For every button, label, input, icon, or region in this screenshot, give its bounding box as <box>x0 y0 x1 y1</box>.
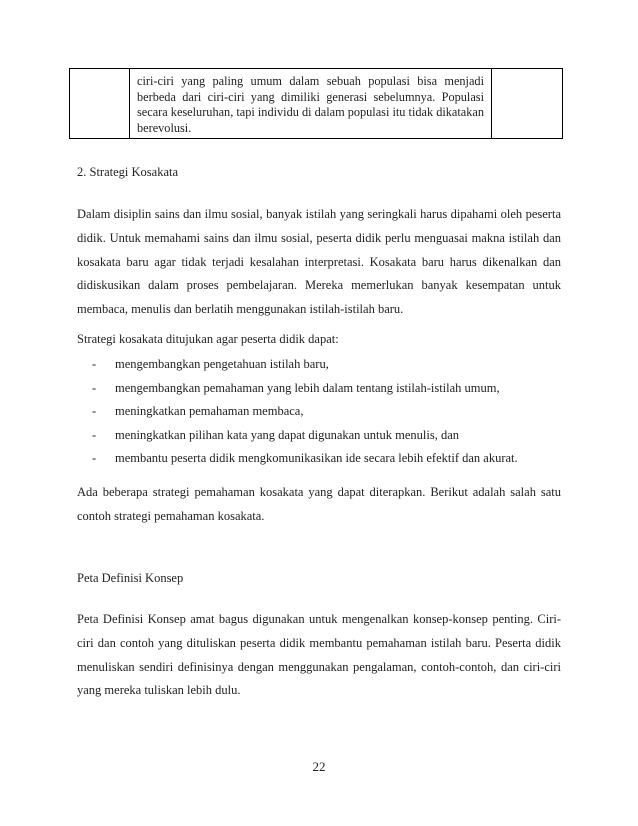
bullet-dash: - <box>92 404 97 419</box>
list-item-text: membantu peserta didik mengkomunikasikan ide secara lebih efektif dan akurat. <box>115 451 518 466</box>
list-item <box>92 447 518 471</box>
list-item-text: meningkatkan pilihan kata yang dapat digunakan untuk menulis, dan <box>115 427 460 442</box>
list-item <box>92 353 518 377</box>
continued-table <box>69 68 563 139</box>
table-cell-text: ciri-ciri yang paling umum dalam sebuah populasi bisa menjadi berbeda dari ciri-ciri yang dimiliki generasi sebelumnya. Populasi secara keseluruhan, tapi individu di dalam populasi itu tidak dikatakan berevolusi. <box>130 69 492 139</box>
list-item-text: meningkatkan pemahaman membaca, <box>115 404 304 419</box>
bullet-dash: - <box>92 451 97 466</box>
table-cell-right <box>492 69 563 139</box>
list-item-text: mengembangkan pengetahuan istilah baru, <box>115 357 329 371</box>
bullet-dash: - <box>92 357 97 371</box>
list-item <box>92 424 518 448</box>
bullet-dash: - <box>92 380 97 395</box>
bullet-dash: - <box>92 427 97 442</box>
objectives-list <box>92 353 518 471</box>
list-intro: Strategi kosakata ditujukan agar peserta didik dapat: <box>77 332 339 346</box>
list-item-text: mengembangkan pemahaman yang lebih dalam tentang istilah-istilah umum, <box>115 380 500 395</box>
table-cell-left <box>70 69 130 139</box>
section-heading: 2. Strategi Kosakata <box>77 165 179 179</box>
list-item <box>92 377 518 401</box>
list-item <box>92 400 518 424</box>
table-row <box>70 69 563 139</box>
paragraph-concept-map: Peta Definisi Konsep amat bagus digunakan untuk mengenalkan konsep-konsep penting. Ciri-ciri dan contoh yang dituliskan peserta didik membantu pemahaman istilah baru. Peserta didik menuliskan sendiri definisinya dengan menggunakan pengalaman, contoh-contoh, dan ciri-ciri yang mereka tuliskan lebih dulu. <box>77 612 561 698</box>
subheading: Peta Definisi Konsep <box>77 571 184 585</box>
page-number: 22 <box>312 759 326 774</box>
paragraph-intro: Dalam disiplin sains dan ilmu sosial, banyak istilah yang seringkali harus dipahami oleh peserta didik. Untuk memahami sains dan ilmu sosial, peserta didik perlu menguasai makna istilah dan kosakata baru agar tidak terjadi kesalahan interpretasi. Kosakata baru harus dikenalkan dan didiskusikan dalam proses pembelajaran. Mereka memerlukan banyak kesempatan untuk membaca, menulis dan berlatih menggunakan istilah-istilah baru. <box>77 207 561 317</box>
paragraph-strategies: Ada beberapa strategi pemahaman kosakata yang dapat diterapkan. Berikut adalah salah satu contoh strategi pemahaman kosakata. <box>77 485 561 523</box>
